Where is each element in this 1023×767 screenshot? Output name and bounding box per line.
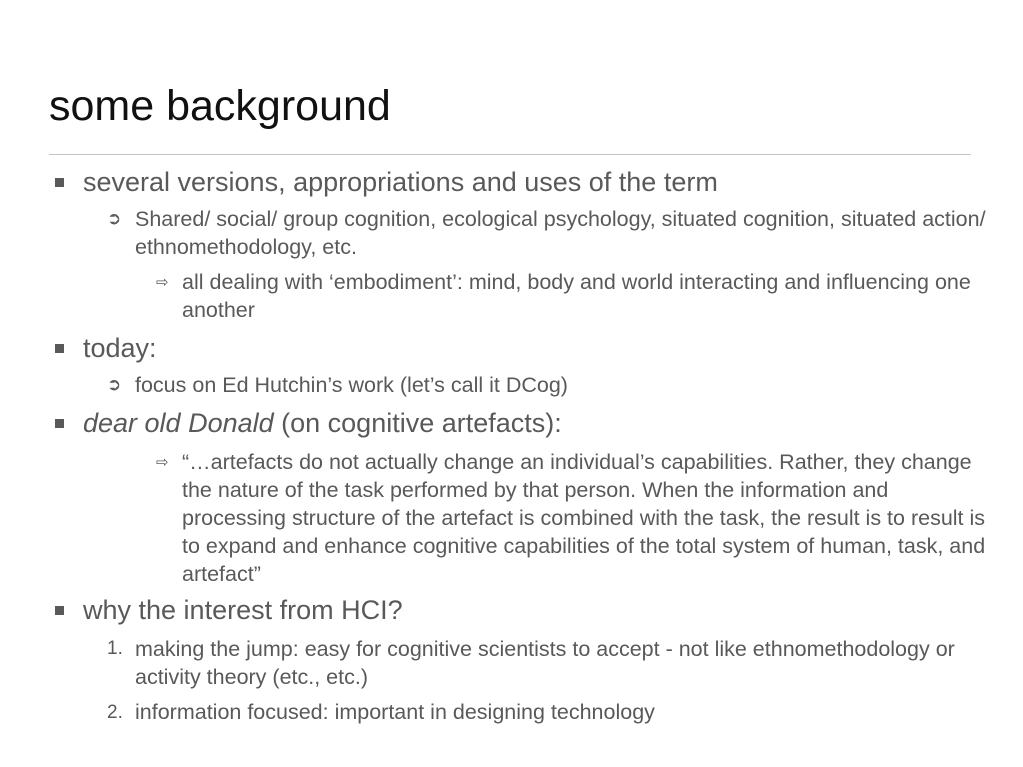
list-number: 2. — [107, 702, 123, 723]
square-bullet-icon — [55, 178, 64, 187]
bullet-versions: several versions, appropriations and uses of the term — [83, 167, 718, 197]
bullet-donald — [83, 407, 983, 439]
arrow-bullet-icon: ➲ — [107, 209, 122, 228]
subsub-bullet-quote: “…artefacts do not actually change an individual’s capabilities. Rather, they change the nature of the task performed by that person. When the information and processing structure of the artefact is combined with the task, the result is to result is to expand and enhance cognitive capabilities of the total system of human, task, and artefact” — [182, 450, 986, 586]
bullet-hci: why the interest from HCI? — [83, 595, 403, 625]
bullet-donald-italic: dear old Donald — [83, 408, 274, 438]
subsub-bullet-embodiment: all dealing with ‘embodiment’: mind, body and world interacting and influencing one another — [182, 270, 971, 322]
arrow-bullet-icon: ➲ — [107, 375, 122, 394]
square-bullet-icon — [55, 606, 64, 615]
list-number: 1. — [107, 638, 123, 659]
outline-arrow-bullet-icon: ⇨ — [156, 274, 169, 291]
title-divider — [49, 154, 971, 155]
bullet-donald-rest: (on cognitive artefacts): — [273, 408, 562, 438]
outline-arrow-bullet-icon: ⇨ — [156, 454, 169, 471]
square-bullet-icon — [55, 344, 64, 353]
square-bullet-icon — [55, 419, 64, 428]
list-item-jump: making the jump: easy for cognitive scientists to accept - not like ethnomethodology or activity theory (etc., etc.) — [135, 637, 955, 689]
sub-bullet-hutchins: focus on Ed Hutchin’s work (let’s call it DCog) — [135, 373, 568, 397]
list-item-information: information focused: important in designing technology — [135, 700, 655, 724]
sub-bullet-versions: Shared/ social/ group cognition, ecological psychology, situated cognition, situated action/ ethnomethodology, etc. — [135, 207, 986, 259]
bullet-today: today: — [83, 333, 157, 363]
slide-title: some background — [49, 82, 391, 130]
